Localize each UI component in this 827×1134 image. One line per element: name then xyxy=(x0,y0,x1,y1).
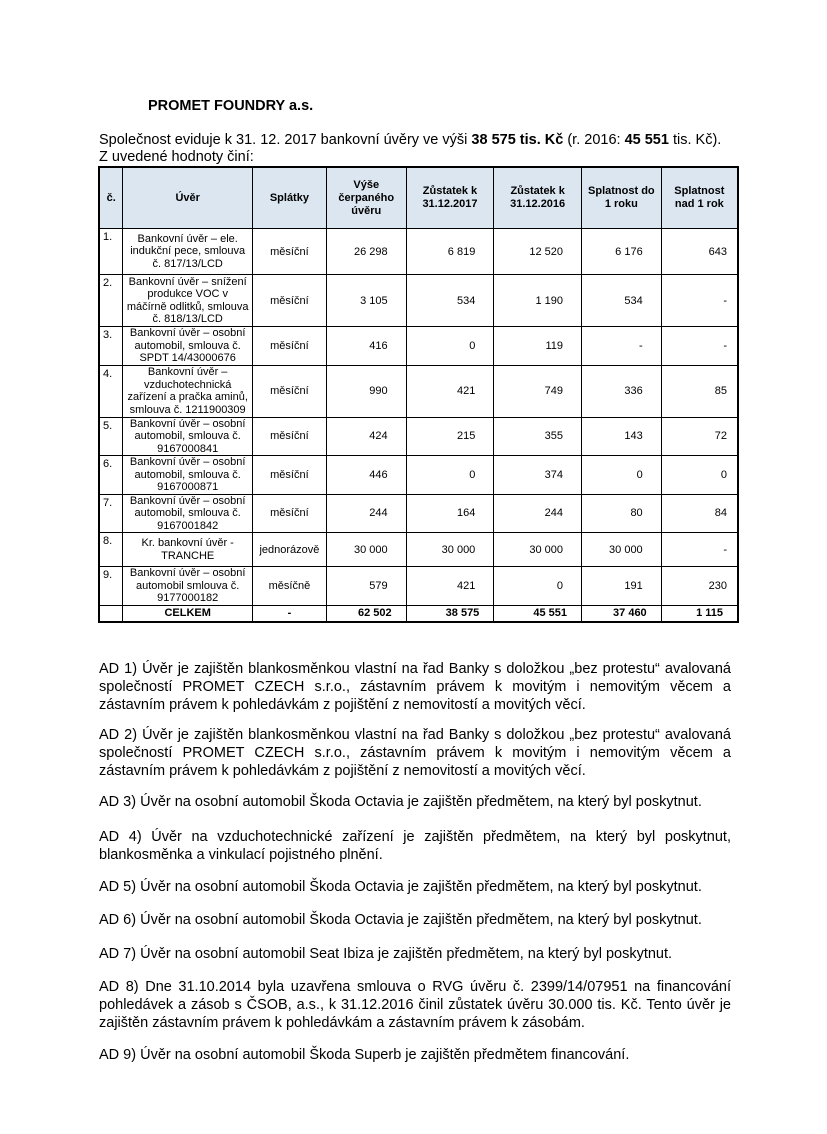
loan-description: Bankovní úvěr – osobní automobil, smlouva č. 9167000841 xyxy=(123,417,253,456)
loans-table xyxy=(98,166,739,623)
table-row xyxy=(99,533,738,567)
balance-2016: 244 xyxy=(494,494,582,533)
table-row xyxy=(99,275,738,327)
due-over-1-year: - xyxy=(661,327,738,366)
row-number: 6. xyxy=(99,456,123,495)
drawn-amount: 416 xyxy=(326,327,406,366)
drawn-amount: 30 000 xyxy=(326,533,406,567)
total-bal2017: 38 575 xyxy=(406,605,494,622)
total-payments: - xyxy=(252,605,326,622)
intro-text-2: (r. 2016: xyxy=(563,132,625,148)
due-within-1-year: 534 xyxy=(581,275,661,327)
row-number: 4. xyxy=(99,365,123,417)
balance-2017: 421 xyxy=(406,567,494,606)
balance-2017: 0 xyxy=(406,327,494,366)
payment-frequency: měsíční xyxy=(252,229,326,275)
due-over-1-year: 643 xyxy=(661,229,738,275)
payment-frequency: měsíční xyxy=(252,417,326,456)
balance-2017: 30 000 xyxy=(406,533,494,567)
due-over-1-year: 72 xyxy=(661,417,738,456)
due-over-1-year: 84 xyxy=(661,494,738,533)
row-number: 9. xyxy=(99,567,123,606)
table-header-row xyxy=(99,167,738,229)
due-over-1-year: - xyxy=(661,275,738,327)
note-ad6: AD 6) Úvěr na osobní automobil Škoda Octavia je zajištěn předmětem, na který byl poskytnut. xyxy=(99,912,702,928)
drawn-amount: 244 xyxy=(326,494,406,533)
row-number: 8. xyxy=(99,533,123,567)
due-within-1-year: - xyxy=(581,327,661,366)
due-within-1-year: 0 xyxy=(581,456,661,495)
table-total-row xyxy=(99,605,738,622)
total-bal2016: 45 551 xyxy=(494,605,582,622)
note-ad1: AD 1) Úvěr je zajištěn blankosměnkou vlastní na řad Banky s doložkou „bez protestu“ avalovaná společností PROMET CZECH s.r.o., zástavním právem k movitým i nemovitým věcem a zástavním právem k pohledávkám z pojištění z nemovitostí a movitých věcí. xyxy=(99,661,731,713)
payment-frequency: měsíční xyxy=(252,456,326,495)
payment-frequency: měsíční xyxy=(252,365,326,417)
balance-2017: 421 xyxy=(406,365,494,417)
header-cell: č. xyxy=(99,167,123,229)
drawn-amount: 3 105 xyxy=(326,275,406,327)
table-row xyxy=(99,327,738,366)
note-ad8: AD 8) Dne 31.10.2014 byla uzavřena smlouva o RVG úvěru č. 2399/14/07951 na financování pohledávek a zásob s ČSOB, a.s., k 31.12.2016 činil zůstatek úvěru 30.000 tis. Kč. Tento úvěr je zajištěn zástavním právem k pohledávkám a zástavním právem k zásobám. xyxy=(99,979,731,1031)
due-within-1-year: 30 000 xyxy=(581,533,661,567)
header-cell: Zůstatek k 31.12.2017 xyxy=(406,167,494,229)
loan-description: Bankovní úvěr – vzduchotechnická zařízení a pračka aminů, smlouva č. 1211900309 xyxy=(123,365,253,417)
note-ad3: AD 3) Úvěr na osobní automobil Škoda Octavia je zajištěn předmětem, na který byl poskytnut. xyxy=(99,794,702,810)
note-ad2: AD 2) Úvěr je zajištěn blankosměnkou vlastní na řad Banky s doložkou „bez protestu“ avalovaná společností PROMET CZECH s.r.o., zástavním právem k movitým i nemovitým věcem a zástavním právem k pohledávkám z pojištění z nemovitostí a movitých věcí. xyxy=(99,727,731,779)
intro-amount-2017: 38 575 tis. Kč xyxy=(471,132,564,148)
due-within-1-year: 80 xyxy=(581,494,661,533)
balance-2017: 164 xyxy=(406,494,494,533)
row-number: 2. xyxy=(99,275,123,327)
due-over-1-year: 230 xyxy=(661,567,738,606)
intro-text-3: tis. Kč). xyxy=(668,132,722,148)
note-ad5: AD 5) Úvěr na osobní automobil Škoda Octavia je zajištěn předmětem, na který byl poskytnut. xyxy=(99,879,702,895)
payment-frequency: měsíční xyxy=(252,327,326,366)
intro-line-2: Z uvedené hodnoty činí: xyxy=(99,149,254,165)
row-number: 3. xyxy=(99,327,123,366)
drawn-amount: 424 xyxy=(326,417,406,456)
table-row xyxy=(99,229,738,275)
table-row xyxy=(99,494,738,533)
row-number: 1. xyxy=(99,229,123,275)
table-row xyxy=(99,417,738,456)
row-number: 7. xyxy=(99,494,123,533)
loan-description: Bankovní úvěr – osobní automobil, smlouva č. SPDT 14/43000676 xyxy=(123,327,253,366)
balance-2016: 119 xyxy=(494,327,582,366)
balance-2016: 749 xyxy=(494,365,582,417)
drawn-amount: 579 xyxy=(326,567,406,606)
due-within-1-year: 191 xyxy=(581,567,661,606)
payment-frequency: měsíční xyxy=(252,275,326,327)
row-number: 5. xyxy=(99,417,123,456)
payment-frequency: jednorázově xyxy=(252,533,326,567)
drawn-amount: 990 xyxy=(326,365,406,417)
due-over-1-year: - xyxy=(661,533,738,567)
loan-description: Bankovní úvěr – osobní automobil smlouva č. 9177000182 xyxy=(123,567,253,606)
table-row xyxy=(99,365,738,417)
due-within-1-year: 336 xyxy=(581,365,661,417)
payment-frequency: měsíční xyxy=(252,494,326,533)
balance-2017: 215 xyxy=(406,417,494,456)
due-over-1-year: 0 xyxy=(661,456,738,495)
due-within-1-year: 6 176 xyxy=(581,229,661,275)
balance-2016: 374 xyxy=(494,456,582,495)
header-cell: Splatnost do 1 roku xyxy=(581,167,661,229)
table-row xyxy=(99,456,738,495)
loan-description: Kr. bankovní úvěr - TRANCHE xyxy=(123,533,253,567)
loan-description: Bankovní úvěr – ele. indukční pece, smlouva č. 817/13/LCD xyxy=(123,229,253,275)
due-over-1-year: 85 xyxy=(661,365,738,417)
intro-amount-2016: 45 551 xyxy=(624,132,669,148)
balance-2016: 30 000 xyxy=(494,533,582,567)
payment-frequency: měsíčně xyxy=(252,567,326,606)
balance-2017: 0 xyxy=(406,456,494,495)
balance-2016: 0 xyxy=(494,567,582,606)
header-cell: Splátky xyxy=(252,167,326,229)
drawn-amount: 26 298 xyxy=(326,229,406,275)
balance-2016: 12 520 xyxy=(494,229,582,275)
total-due1: 37 460 xyxy=(581,605,661,622)
intro-text-1: Společnost eviduje k 31. 12. 2017 bankovní úvěry ve výši xyxy=(99,132,472,148)
intro-paragraph xyxy=(99,132,731,166)
balance-2017: 6 819 xyxy=(406,229,494,275)
balance-2017: 534 xyxy=(406,275,494,327)
balance-2016: 1 190 xyxy=(494,275,582,327)
loan-description: Bankovní úvěr – snížení produkce VOC v máčírně odlitků, smlouva č. 818/13/LCD xyxy=(123,275,253,327)
due-within-1-year: 143 xyxy=(581,417,661,456)
header-cell: Zůstatek k 31.12.2016 xyxy=(494,167,582,229)
header-cell: Výše čerpaného úvěru xyxy=(326,167,406,229)
header-cell: Splatnost nad 1 rok xyxy=(661,167,738,229)
balance-2016: 355 xyxy=(494,417,582,456)
company-name: PROMET FOUNDRY a.s. xyxy=(148,98,314,114)
total-label: CELKEM xyxy=(123,605,253,622)
header-cell: Úvěr xyxy=(123,167,253,229)
loan-description: Bankovní úvěr – osobní automobil, smlouva č. 9167001842 xyxy=(123,494,253,533)
total-due-over: 1 115 xyxy=(661,605,738,622)
loan-description: Bankovní úvěr – osobní automobil, smlouva č. 9167000871 xyxy=(123,456,253,495)
note-ad9: AD 9) Úvěr na osobní automobil Škoda Superb je zajištěn předmětem financování. xyxy=(99,1047,630,1063)
drawn-amount: 446 xyxy=(326,456,406,495)
note-ad4: AD 4) Úvěr na vzduchotechnické zařízení je zajištěn předmětem, na který byl poskytnut, blankosměnka a vinkulací pojistného plnění. xyxy=(99,829,731,863)
table-row xyxy=(99,567,738,606)
note-ad7: AD 7) Úvěr na osobní automobil Seat Ibiza je zajištěn předmětem, na který byl poskytnut. xyxy=(99,946,673,962)
total-drawn: 62 502 xyxy=(326,605,406,622)
